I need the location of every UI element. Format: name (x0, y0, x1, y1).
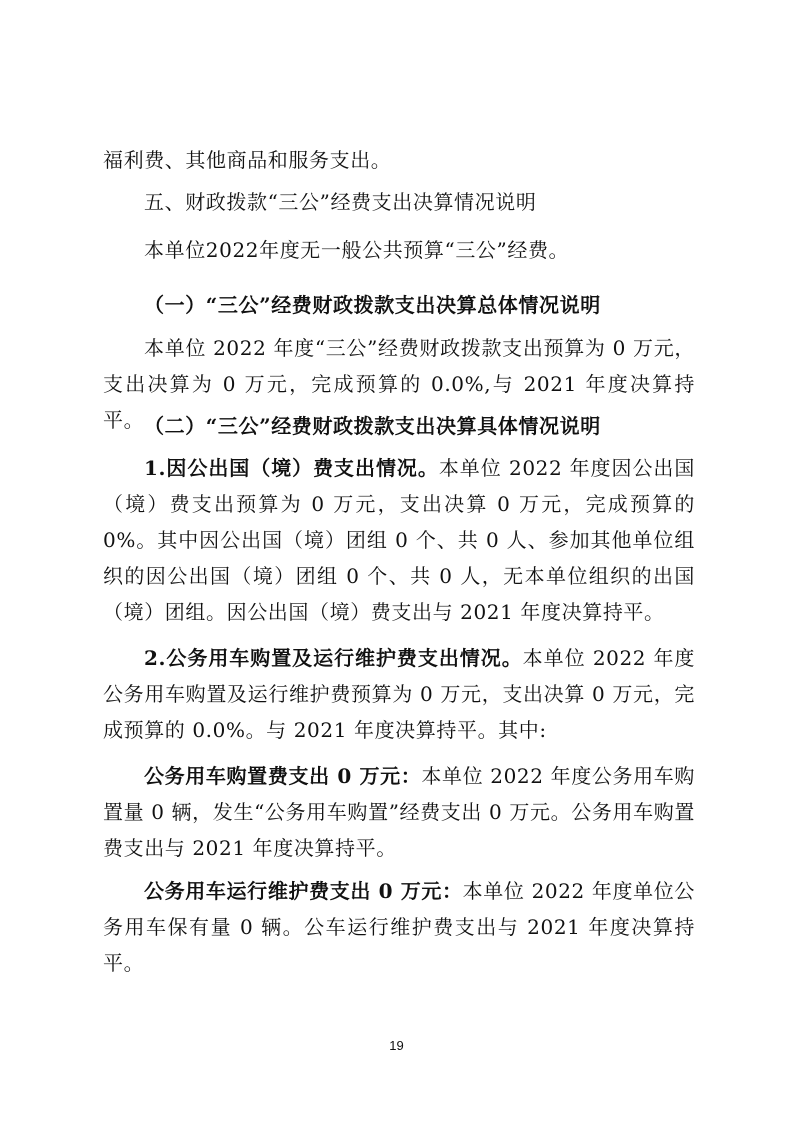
item-1-paragraph (103, 450, 695, 630)
section-heading: 五、财政拨款“三公”经费支出决算情况说明 (144, 190, 537, 214)
subsection-heading-2: （二）“三公”经费财政拨款支出决算具体情况说明 (144, 414, 601, 438)
operation-paragraph (103, 873, 695, 981)
operation-body: 本单位 2022 年度单位公务用车保有量 0 辆。公车运行维护费支出与 2021 年度决算持平。 (103, 879, 696, 975)
purchase-lead: 公务用车购置费支出 0 万元： (144, 764, 422, 788)
no-budget-text: 本单位2022年度无一般公共预算“三公”经费。 (144, 238, 570, 262)
operation-lead: 公务用车运行维护费支出 0 万元： (144, 879, 463, 903)
page-number: 19 (389, 1038, 404, 1053)
item-1-lead: 1.因公出国（境）费支出情况。 (144, 456, 439, 480)
item-2-paragraph (103, 640, 695, 748)
subsection-body-1: 本单位 2022 年度“三公”经费财政拨款支出预算为 0 万元，支出决算为 0 万元，完成预算的 0.0%,与 2021 年度决算持平。 (103, 336, 695, 432)
subsection-heading-1: （一）“三公”经费财政拨款支出决算总体情况说明 (144, 293, 601, 317)
item-1-body: 本单位 2022 年度因公出国（境）费支出预算为 0 万元，支出决算 0 万元，完成预算的 0%。其中因公出国（境）团组 0 个、共 0 人、参加其他单位组织的因公出国（境）团组 0 个、共 0 人，无本单位组织的出国（境）团组。因公出国（境）费支出与 2021 年度决算持平。 (103, 456, 695, 624)
continuation-text: 福利费、其他商品和服务支出。 (103, 148, 392, 172)
item-2-lead: 2.公务用车购置及运行维护费支出情况。 (144, 646, 523, 670)
purchase-paragraph (103, 758, 695, 866)
item-2-body: 本单位 2022 年度公务用车购置及运行维护费预算为 0 万元，支出决算 0 万元，完成预算的 0.0%。与 2021 年度决算持平。其中: (103, 646, 695, 742)
purchase-body: 本单位 2022 年度公务用车购置量 0 辆，发生“公务用车购置”经费支出 0 万元。公务用车购置费支出与 2021 年度决算持平。 (103, 764, 696, 860)
